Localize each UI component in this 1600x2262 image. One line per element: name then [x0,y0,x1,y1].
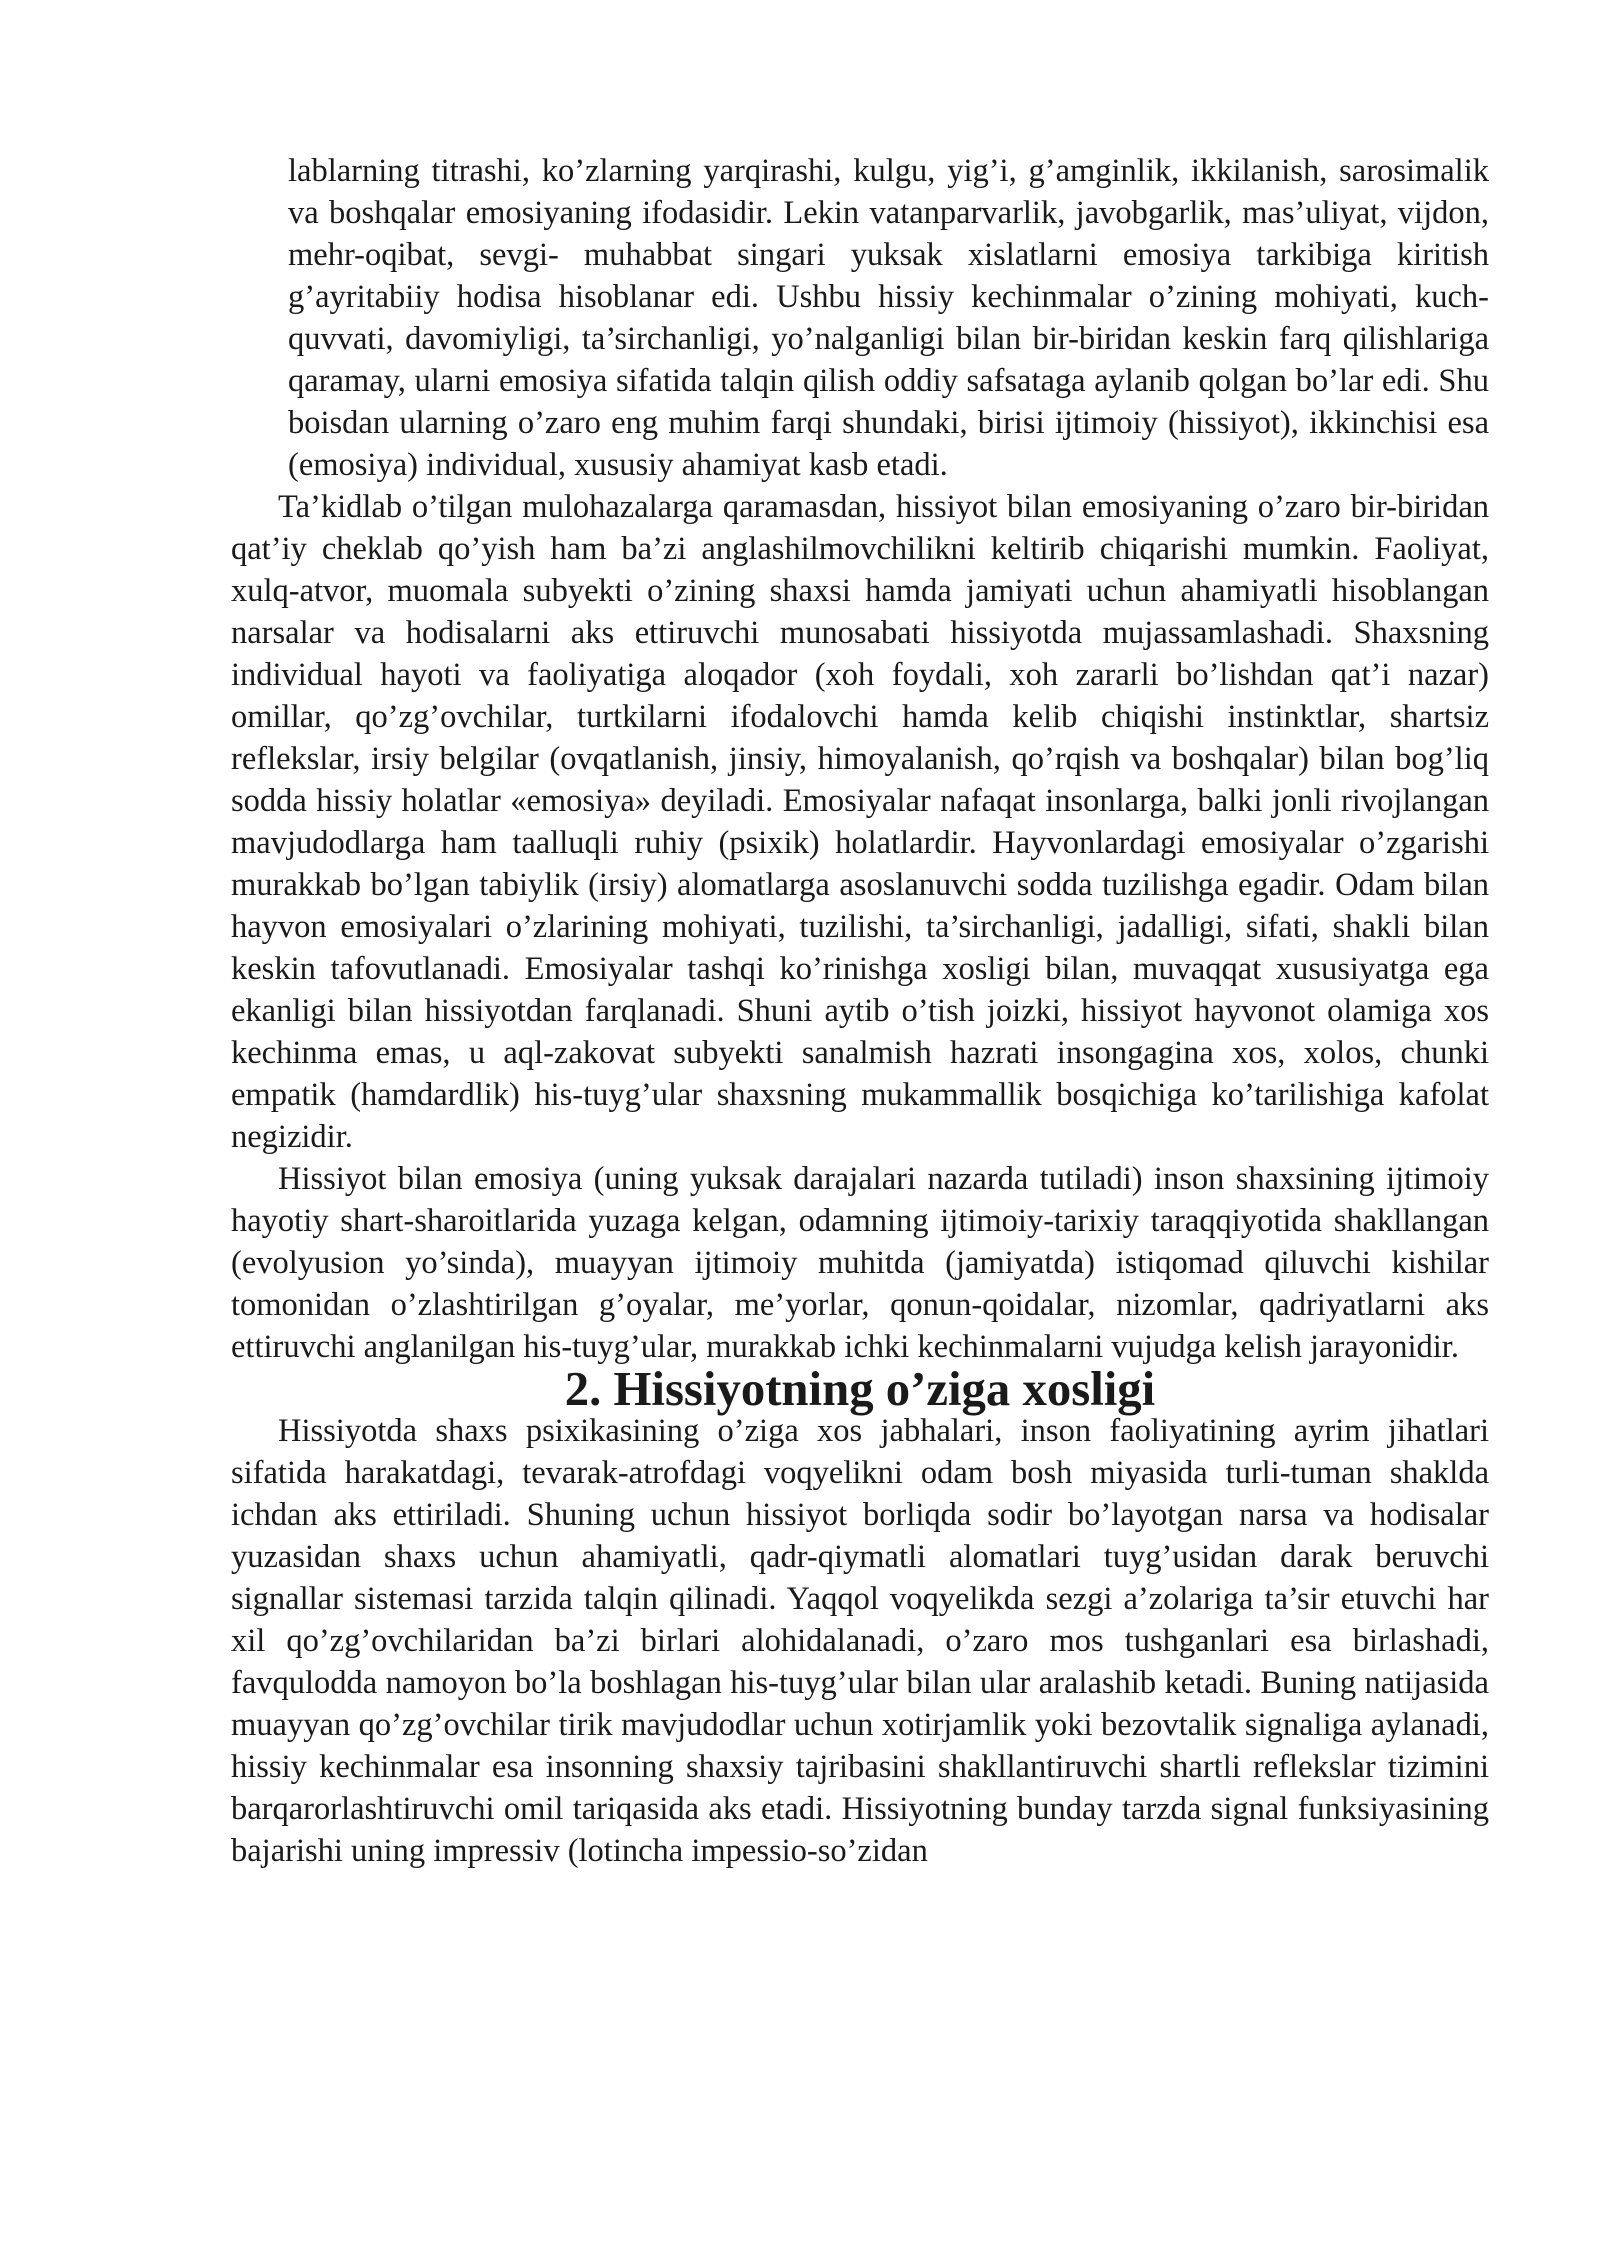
paragraph-social-feelings: Hissiyot bilan emosiya (uning yuksak darajalari nazarda tutiladi) inson shaxsining ijtimoiy hayotiy shart-sharoitlarida yuzaga kelgan, odamning ijtimoiy-tarixiy taraqqiyotida shakllangan (evolyusion yo’sinda), muayyan ijtimoiy muhitda (jamiyatda) istiqomad qiluvchi kishilar tomonidan o’zlashtirilgan g’oyalar, me’yorlar, qonun-qoidalar, nizomlar, qadriyatlarni aks ettiruvchi anglanilgan his-tuyg’ular, murakkab ichki kechinmalarni vujudga kelish jarayonidir. [231,1161,1489,1365]
section-heading: 2. Hissiyotning o’ziga xosligi [564,1362,1156,1416]
paragraph-emotion-expressions: lablarning titrashi, ko’zlarning yarqirashi, kulgu, yig’i, g’amginlik, ikkilanish, sarosimalik va boshqalar emosiyaning ifodasidir. Lekin vatanparvarlik, javobgarlik, mas’uliyat, vijdon, mehr-oqibat, sevgi- muhabbat singari yuksak xislatlarni emosiya tarkibiga kiritish g’ayritabiiy hodisa hisoblanar edi. Ushbu hissiy kechinmalar o’zining mohiyati, kuch-quvvati, davomiyligi, ta’sirchanligi, yo’nalganligi bilan bir-biridan keskin farq qilishlariga qaramay, ularni emosiya sifatida talqin qilish oddiy safsataga aylanib qolgan bo’lar edi. Shu boisdan ularning o’zaro eng muhim farqi shundaki, birisi ijtimoiy (hissiyot), ikkinchisi esa (emosiya) individual, xususiy ahamiyat kasb etadi. [288,153,1489,483]
document-page [231,150,1489,1872]
paragraph-feeling-vs-emotion: Ta’kidlab o’tilgan mulohazalarga qaramasdan, hissiyot bilan emosiyaning o’zaro bir-biridan qat’iy cheklab qo’yish ham ba’zi anglashilmovchilikni keltirib chiqarishi mumkin. Faoliyat, xulq-atvor, muomala subyekti o’zining shaxsi hamda jamiyati uchun ahamiyatli hisoblangan narsalar va hodisalarni aks ettiruvchi munosabati hissiyotda mujassamlashadi. Shaxsning individual hayoti va faoliyatiga aloqador (xoh foydali, xoh zararli bo’lishdan qat’i nazar) omillar, qo’zg’ovchilar, turtkilarni ifodalovchi hamda kelib chiqishi instinktlar, shartsiz reflekslar, irsiy belgilar (ovqatlanish, jinsiy, himoyalanish, qo’rqish va boshqalar) bilan bog’liq sodda hissiy holatlar «emosiya» deyiladi. Emosiyalar nafaqat insonlarga, balki jonli rivojlangan mavjudodlarga ham taalluqli ruhiy (psixik) holatlardir. Hayvonlardagi emosiyalar o’zgarishi murakkab bo’lgan tabiylik (irsiy) alomatlarga asoslanuvchi sodda tuzilishga egadir. Odam bilan hayvon emosiyalari o’zlarining mohiyati, tuzilishi, ta’sirchanligi, jadalligi, sifati, shakli bilan keskin tafovutlanadi. Emosiyalar tashqi ko’rinishga xosligi bilan, muvaqqat xususiyatga ega ekanligi bilan hissiyotdan farqlanadi. Shuni aytib o’tish joizki, hissiyot hayvonot olamiga xos kechinma emas, u aql-zakovat subyekti sanalmish hazrati insongagina xos, xolos, chunki empatik (hamdardlik) his-tuyg’ular shaxsning mukammallik bosqichiga ko’tarilishiga kafolat negizidir. [231,489,1489,1155]
paragraph-signal-function: Hissiyotda shaxs psixikasining o’ziga xos jabhalari, inson faoliyatining ayrim jihatlari sifatida harakatdagi, tevarak-atrofdagi voqyelikni odam bosh miyasida turli-tuman shaklda ichdan aks ettiriladi. Shuning uchun hissiyot borliqda sodir bo’layotgan narsa va hodisalar yuzasidan shaxs uchun ahamiyatli, qadr-qiymatli alomatlari tuyg’usidan darak beruvchi signallar sistemasi tarzida talqin qilinadi. Yaqqol voqyelikda sezgi a’zolariga ta’sir etuvchi har xil qo’zg’ovchilaridan ba’zi birlari alohidalanadi, o’zaro mos tushganlari esa birlashadi, favqulodda namoyon bo’la boshlagan his-tuyg’ular bilan ular aralashib ketadi. Buning natijasida muayyan qo’zg’ovchilar tirik mavjudodlar uchun xotirjamlik yoki bezovtalik signaliga aylanadi, hissiy kechinmalar esa insonning shaxsiy tajribasini shakllantiruvchi shartli reflekslar tizimini barqarorlashtiruvchi omil tariqasida aks etadi. Hissiyotning bunday tarzda signal funksiyasining bajarishi uning impressiv (lotincha impessio-so’zidan [231,1413,1489,1869]
